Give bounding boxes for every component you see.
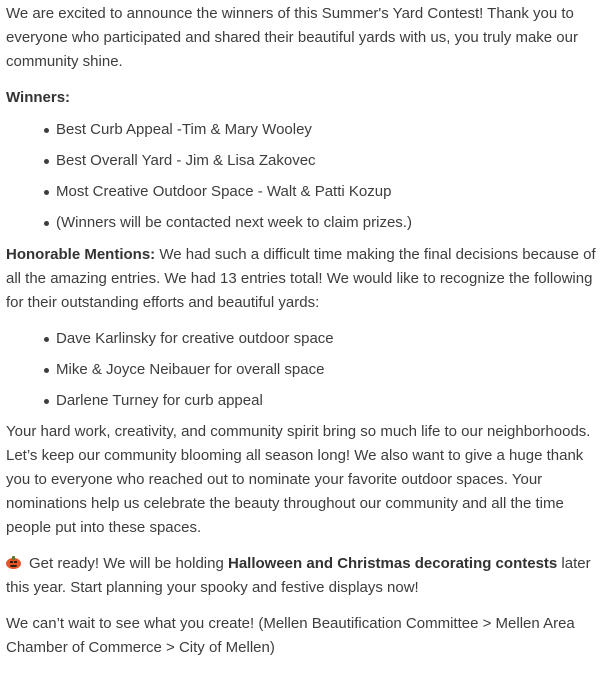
closing-paragraph: Your hard work, creativity, and community spirit bring so much life to our neighborhoods. Let’s keep our community blooming all season long! We also want to give a huge thank you to everyone who reached out to nominate your favorite outdoor spaces. Your nominations help us celebrate the beauty throughout our community and all the time people put into these spaces. xyxy=(6,423,591,536)
intro-paragraph: We are excited to announce the winners of this Summer's Yard Contest! Thank you to everyone who participated and shared their beautiful yards with us, you truly make our community shine. xyxy=(6,5,578,70)
list-item: Dave Karlinsky for creative outdoor space xyxy=(56,327,602,351)
honorable-mentions-text: We had such a difficult time making the final decisions because of all the amazing entries. We had 13 entries total! We would like to recognize the following for their outstanding efforts and beautiful yards: xyxy=(6,246,596,311)
winners-heading xyxy=(6,86,602,110)
list-item: Best Overall Yard - Jim & Lisa Zakovec xyxy=(56,149,602,173)
winners-heading-label: Winners: xyxy=(6,89,71,106)
list-item: Most Creative Outdoor Space - Walt & Patti Kozup xyxy=(56,180,602,204)
final-paragraph: We can’t wait to see what you create! (Mellen Beautification Committee > Mellen Area Chamber of Commerce > City of Mellen) xyxy=(6,615,575,656)
list-item: Mike & Joyce Neibauer for overall space xyxy=(56,358,602,382)
list-item: Best Curb Appeal -Tim & Mary Wooley xyxy=(56,118,602,142)
decorating-contests-highlight: Halloween and Christmas decorating contests xyxy=(228,555,558,572)
honorable-mentions-heading: Honorable Mentions: xyxy=(6,246,156,263)
list-item: (Winners will be contacted next week to claim prizes.) xyxy=(56,211,602,235)
pumpkin-icon xyxy=(6,556,21,569)
honorable-mentions-paragraph xyxy=(6,243,602,315)
get-ready-text-before: Get ready! We will be holding xyxy=(29,555,228,572)
winners-list xyxy=(6,118,602,235)
get-ready-text-after: later this year. Start planning your spooky and festive displays now! xyxy=(6,555,591,596)
list-item: Darlene Turney for curb appeal xyxy=(56,389,602,413)
honorable-mentions-list xyxy=(6,327,602,413)
get-ready-paragraph xyxy=(6,552,602,600)
